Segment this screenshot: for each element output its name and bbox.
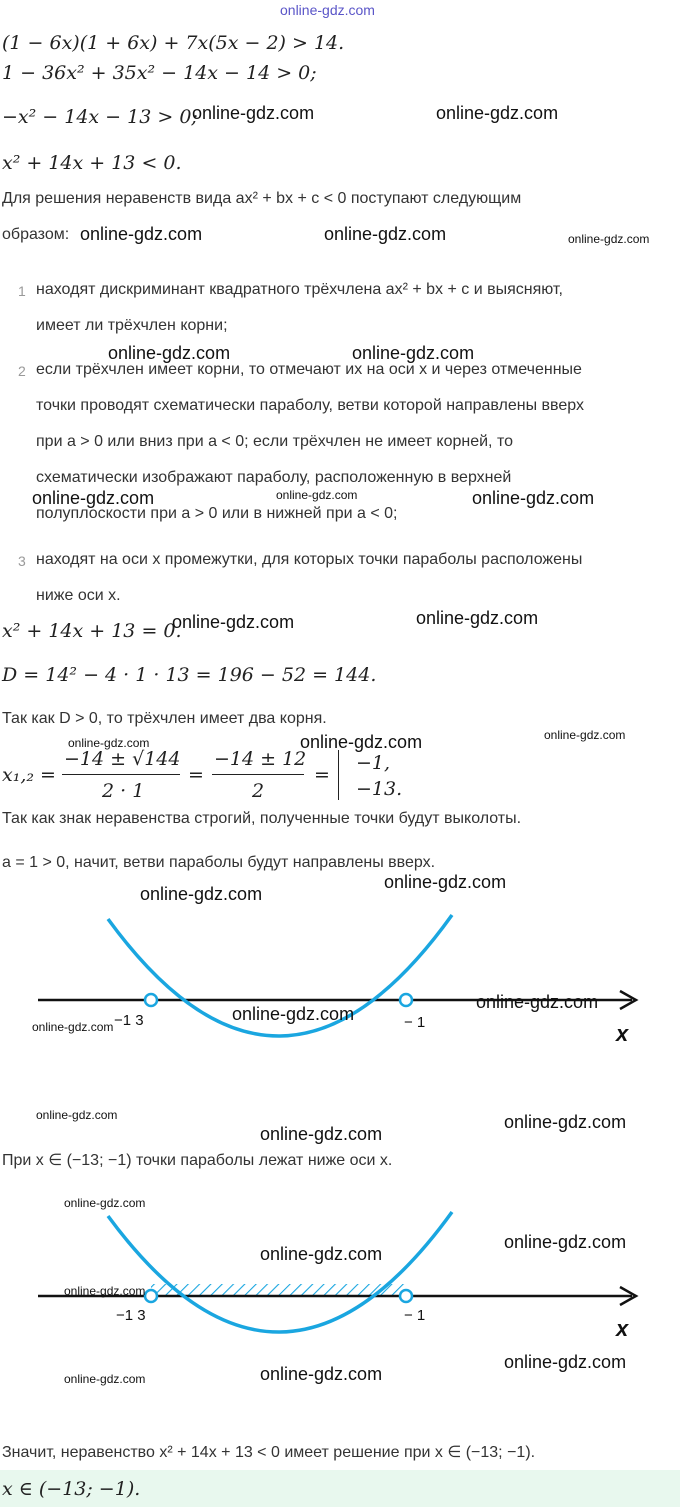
watermark: online-gdz.com <box>260 1124 383 1144</box>
step-3-line-1: находят на оси x промежутки, для которых точки параболы расположены <box>36 551 583 568</box>
line-4: x² + 14x + 13 < 0. <box>2 152 182 174</box>
discriminant: D = 14² − 4 · 1 · 13 = 196 − 52 = 144. <box>2 664 377 686</box>
root-2: −13. <box>356 778 403 800</box>
step-2-line-2: точки проводят схематически параболу, ветви которой направлены вверх <box>36 397 584 414</box>
watermark: online-gdz.com <box>276 488 358 502</box>
watermark: online-gdz.com <box>260 1244 383 1264</box>
watermark: online-gdz.com <box>140 884 263 904</box>
watermark: online-gdz.com <box>32 1020 114 1034</box>
watermark: online-gdz.com <box>504 1112 627 1132</box>
watermark-top: online-gdz.com <box>280 2 375 18</box>
intro-text-a: Для решения неравенств вида ax² + bx + c < 0 поступают следующим <box>2 190 522 207</box>
watermark: online-gdz.com <box>192 103 315 123</box>
two-roots-text: Так как D > 0, то трёхчлен имеет два корня. <box>2 710 327 727</box>
step-2-line-5: полуплоскости при a > 0 или в нижней при a < 0; <box>36 505 398 522</box>
roots-denominator-2: 2 <box>252 780 265 802</box>
watermark: online-gdz.com <box>64 1196 146 1210</box>
watermark: online-gdz.com <box>80 224 203 244</box>
watermark: online-gdz.com <box>36 1108 118 1122</box>
root-point-left <box>145 1290 157 1302</box>
watermark: online-gdz.com <box>568 232 650 246</box>
watermark: online-gdz.com <box>416 608 539 628</box>
step-3-line-2: ниже оси x. <box>36 587 121 604</box>
step-2-line-1: если трёхчлен имеет корни, то отмечают их на оси x и через отмеченные <box>36 361 582 378</box>
watermark: online-gdz.com <box>64 1372 146 1386</box>
line-1: (1 − 6x)(1 + 6x) + 7x(5x − 2) > 14. <box>2 32 345 54</box>
branches-text: a = 1 > 0, начит, ветви параболы будут направлены вверх. <box>2 854 436 871</box>
label-minus-1: − 1 <box>404 1307 426 1324</box>
watermark: online-gdz.com <box>476 992 599 1012</box>
step-1-line-2: имеет ли трёхчлен корни; <box>36 317 228 334</box>
system-bracket <box>338 750 339 800</box>
watermark: online-gdz.com <box>64 1284 146 1298</box>
solution-hatch <box>151 1284 406 1296</box>
root-1: −1, <box>356 752 391 774</box>
equation-zero: x² + 14x + 13 = 0. <box>2 620 182 642</box>
watermark: online-gdz.com <box>324 224 447 244</box>
label-minus-13: −1 3 <box>114 1012 144 1029</box>
root-point-right <box>400 994 412 1006</box>
watermark: online-gdz.com <box>260 1364 383 1384</box>
watermark: online-gdz.com <box>384 872 507 892</box>
watermark: online-gdz.com <box>544 728 626 742</box>
watermark: online-gdz.com <box>504 1232 627 1252</box>
fraction-bar-1 <box>62 774 180 775</box>
conclusion-text: Значит, неравенство x² + 14x + 13 < 0 имеет решение при x ∈ (−13; −1). <box>2 1444 536 1461</box>
watermark: online-gdz.com <box>352 343 475 363</box>
axis-x-label: x <box>616 1021 629 1046</box>
parabola-curve <box>108 1212 452 1332</box>
answer-text: x ∈ (−13; −1). <box>2 1478 141 1500</box>
axis-x-label: x <box>616 1316 629 1341</box>
watermark: online-gdz.com <box>68 736 150 750</box>
watermark: online-gdz.com <box>300 732 423 752</box>
equals-sign: = <box>188 764 204 786</box>
watermark: online-gdz.com <box>108 343 231 363</box>
step-3-number: 3 <box>18 553 26 569</box>
intro-text-b: образом: <box>2 226 70 243</box>
line-3: −x² − 14x − 13 > 0; <box>2 106 198 128</box>
label-minus-1: − 1 <box>404 1014 426 1031</box>
step-2-line-3: при a > 0 или вниз при a < 0; если трёхчлен не имеет корней, то <box>36 433 513 450</box>
watermark: online-gdz.com <box>172 612 295 632</box>
step-2-number: 2 <box>18 363 26 379</box>
line-2: 1 − 36x² + 35x² − 14x − 14 > 0; <box>2 62 317 84</box>
roots-lhs: x₁,₂ = <box>2 764 56 786</box>
step-1-number: 1 <box>18 283 26 299</box>
watermark: online-gdz.com <box>32 488 155 508</box>
equals-sign-2: = <box>314 764 330 786</box>
step-1-line-1: находят дискриминант квадратного трёхчлена ax² + bx + c и выясняют, <box>36 281 563 298</box>
label-minus-13: −1 3 <box>116 1307 146 1324</box>
fraction-bar-2 <box>212 774 304 775</box>
roots-numerator-2: −14 ± 12 <box>214 748 307 770</box>
watermark: online-gdz.com <box>436 103 559 123</box>
step-2-line-4: схематически изображают параболу, расположенную в верхней <box>36 469 512 486</box>
below-axis-text: При x ∈ (−13; −1) точки параболы лежат ниже оси x. <box>2 1152 393 1169</box>
roots-denominator-1: 2 · 1 <box>102 780 145 802</box>
strict-text: Так как знак неравенства строгий, полученные точки будут выколоты. <box>2 810 522 827</box>
answer-box <box>0 1470 680 1507</box>
watermark: online-gdz.com <box>504 1352 627 1372</box>
watermark: online-gdz.com <box>472 488 595 508</box>
root-point-left <box>145 994 157 1006</box>
roots-numerator-1: −14 ± √144 <box>64 748 181 770</box>
root-point-right <box>400 1290 412 1302</box>
watermark: online-gdz.com <box>232 1004 355 1024</box>
